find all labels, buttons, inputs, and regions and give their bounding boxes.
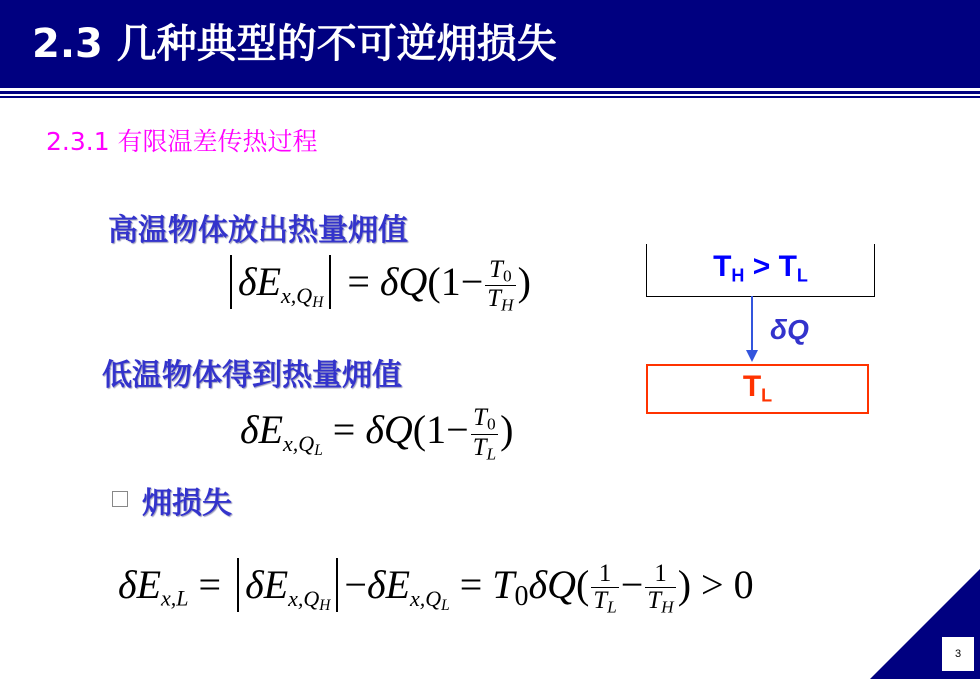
cold-reservoir-label: TL: [742, 370, 773, 406]
formula-high-exergy: $\delta E_{x,QH} = \delta Q(1-$ $\frac{T0}{TH}$ ): [224, 255, 531, 315]
title-bar: [0, 0, 980, 88]
fraction-t0-tl: $\frac{T0}{TL}$: [472, 404, 497, 463]
hot-reservoir-box: [646, 244, 875, 297]
abs-bar-right: [329, 255, 331, 309]
heat-label: δQ: [770, 314, 809, 345]
fraction-t0-th: $\frac{T0}{TH}$: [487, 255, 514, 315]
heading-low-temp: 低温物体得到热量㶲值: [102, 358, 402, 393]
bullet-square-icon: [112, 491, 128, 507]
title-divider: [0, 91, 980, 94]
formula-exergy-loss: $\delta E_{x,L} = \delta E_{x,QH} -\delta E_{x,QL} = T0\delta Q$( $\frac{1}{TL}$ − $\frac{1}{TH}$ ) > 0: [118, 558, 754, 617]
cold-reservoir-box: [646, 364, 869, 414]
page-number: 3: [942, 637, 974, 671]
fraction-1-tl: $\frac{1}{TL}$: [593, 560, 617, 617]
abs-bar-left: [230, 255, 232, 309]
fraction-1-th: $\frac{1}{TH}$: [647, 560, 674, 617]
slide-title: 2.3 几种典型的不可逆㶲损失: [32, 21, 557, 67]
heading-exergy-loss: 㶲损失: [142, 486, 232, 521]
heading-high-temp: 高温物体放出热量㶲值: [108, 213, 408, 248]
heat-flow-arrow: [751, 296, 753, 353]
formula-low-exergy: $\delta E_{x,QL} = \delta Q(1-$ $\frac{T0}{TL}$ ): [240, 404, 514, 463]
abs-bar-right-2: [336, 558, 338, 612]
hot-reservoir-label: TH > TL: [713, 250, 808, 286]
title-divider-thin: [0, 96, 980, 98]
arrow-down-icon: [746, 350, 758, 362]
abs-bar-left-2: [237, 558, 239, 612]
section-subtitle: 2.3.1 有限温差传热过程: [46, 127, 318, 156]
